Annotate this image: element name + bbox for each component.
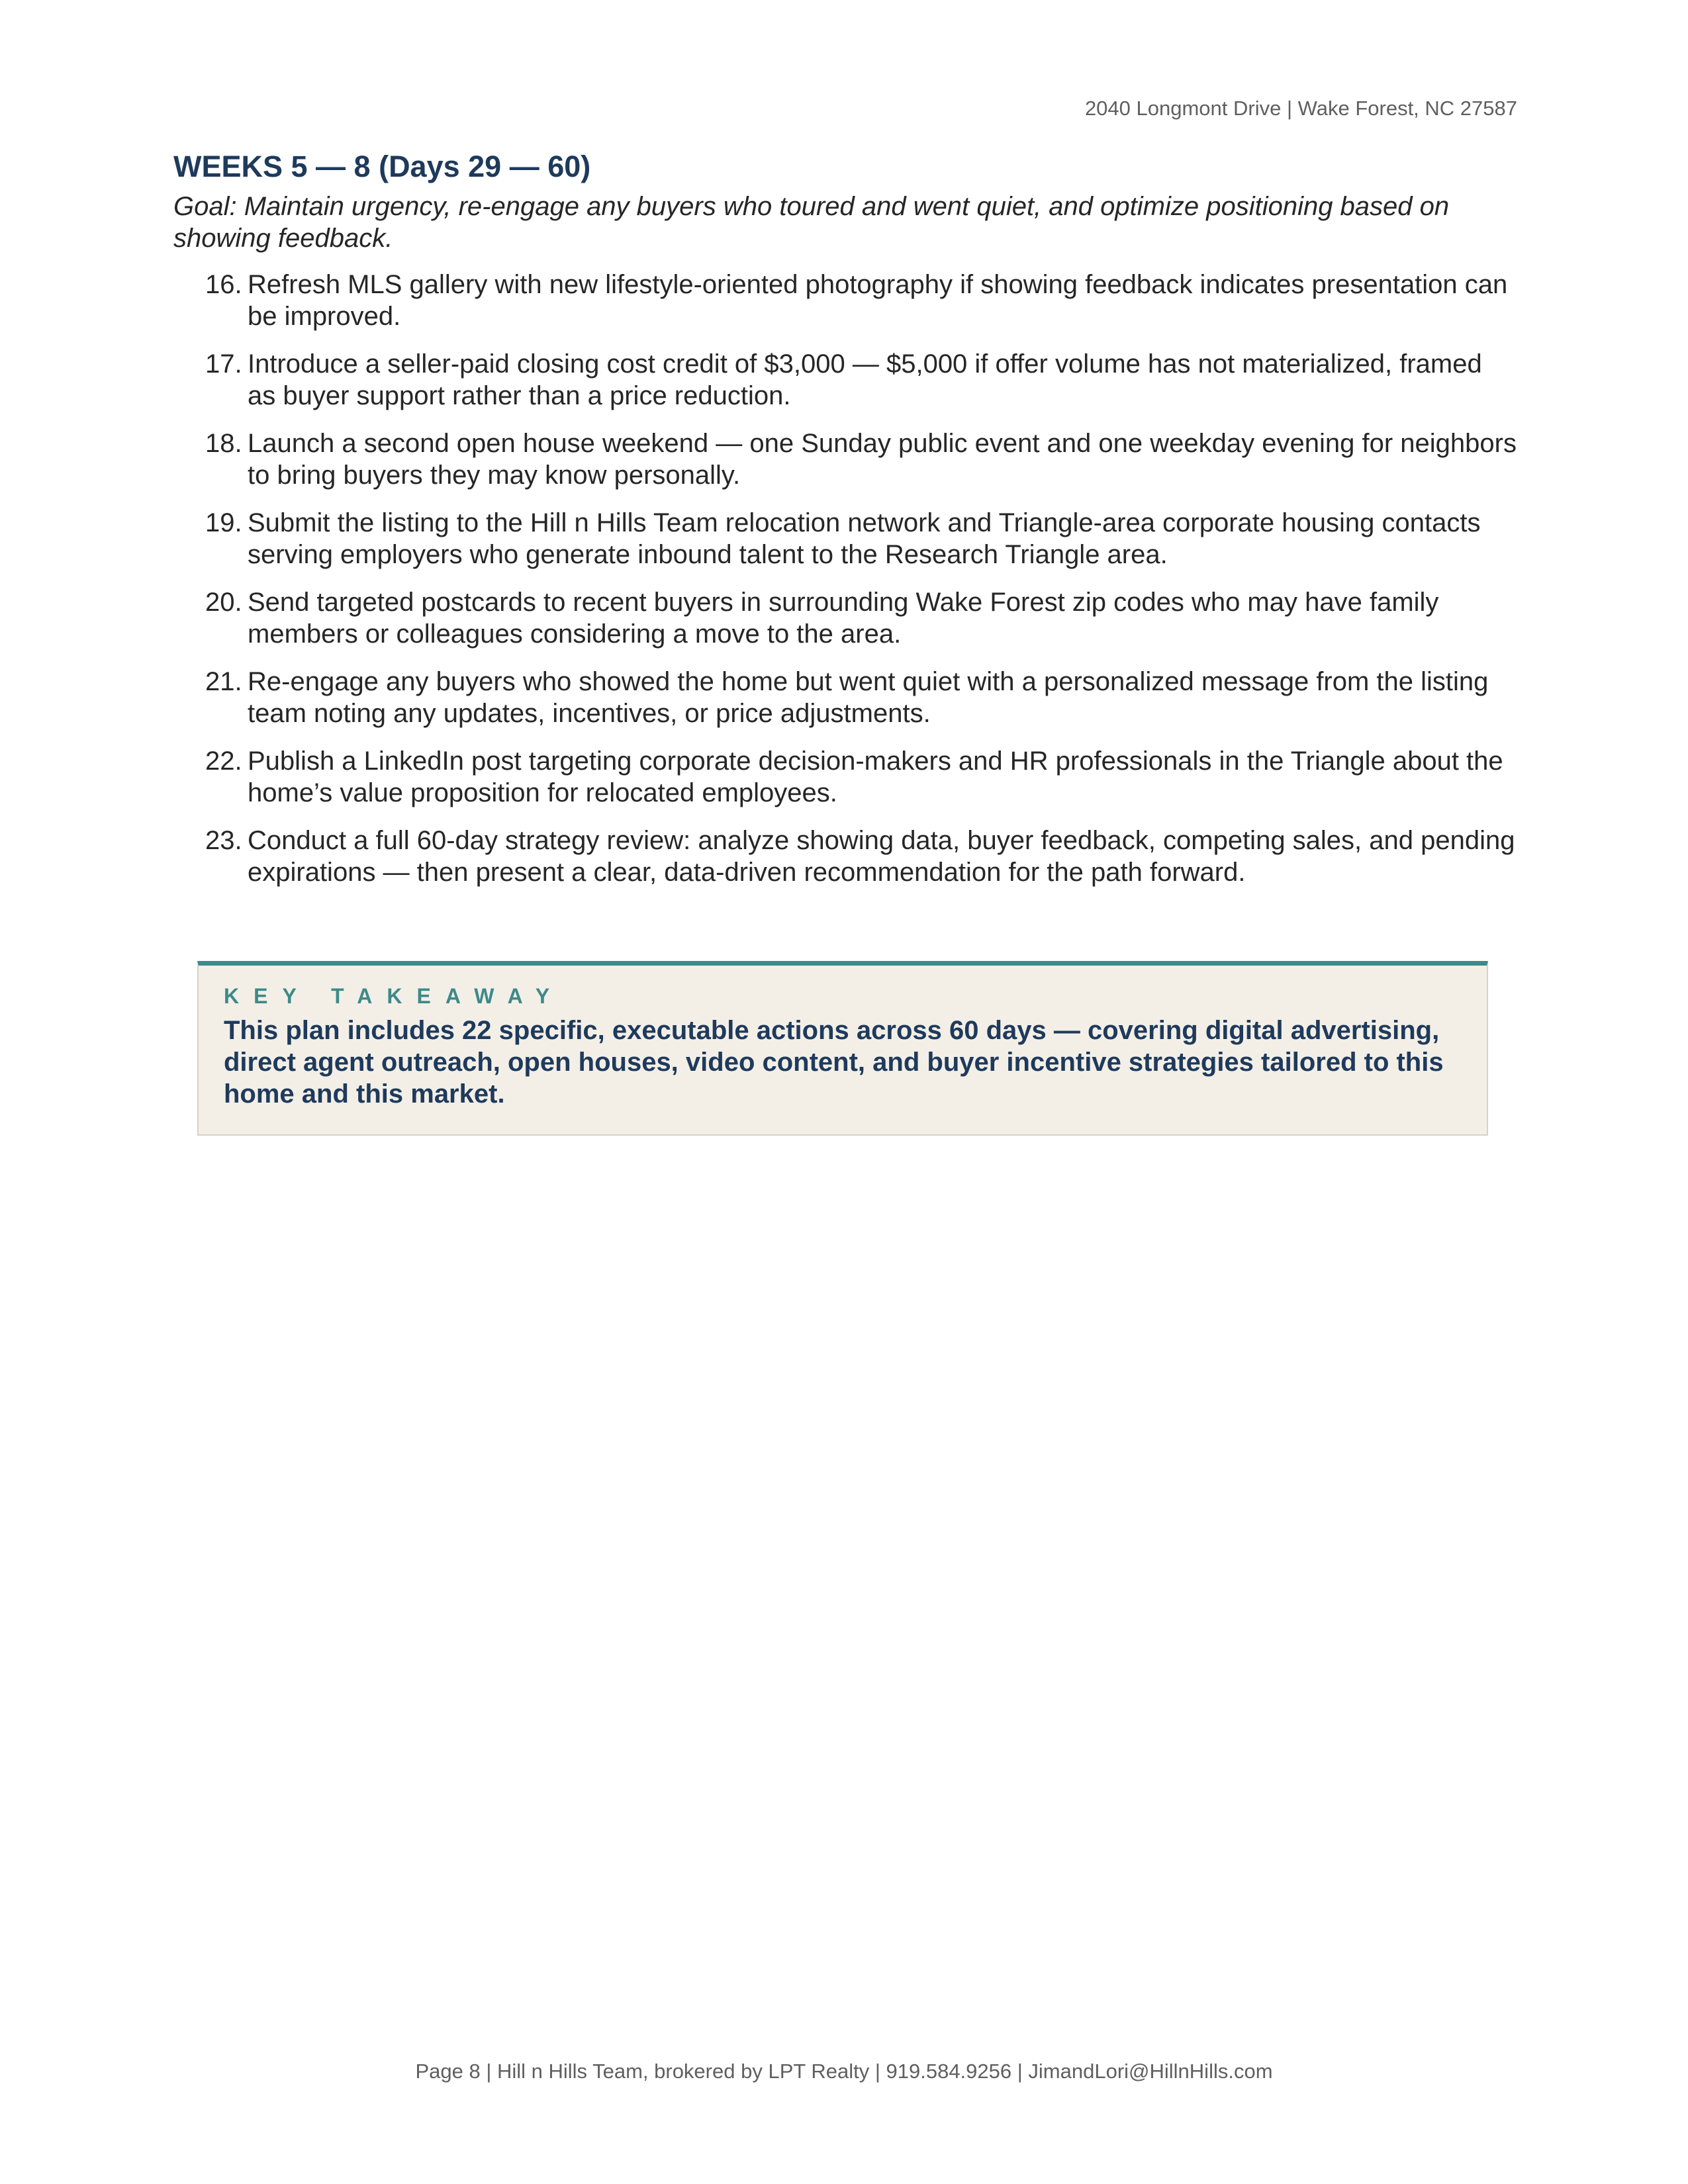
key-takeaway-label: KEY TAKEAWAY <box>224 984 565 1008</box>
list-item <box>173 586 1517 650</box>
key-takeaway-callout <box>197 961 1488 1136</box>
list-item-text: Send targeted postcards to recent buyers in surrounding Wake Forest zip codes who may have family members or colleagues considering a move to the area. <box>248 588 1439 649</box>
list-item <box>173 825 1517 888</box>
list-item <box>173 666 1517 729</box>
page-footer: Page 8 | Hill n Hills Team, brokered by LPT Realty | 919.584.9256 | JimandLori@HillnHills.com <box>415 2060 1273 2083</box>
list-item-number: 19. <box>205 508 242 537</box>
list-item-number: 21. <box>205 667 242 696</box>
list-item-number: 20. <box>205 588 242 617</box>
list-item-number: 17. <box>205 349 242 379</box>
list-item-text: Submit the listing to the Hill n Hills Team relocation network and Triangle-area corporate housing contacts serving employers who generate inbound talent to the Research Triangle area. <box>248 508 1481 569</box>
list-item-text: Conduct a full 60-day strategy review: analyze showing data, buyer feedback, competing sales, and pending expirations — then present a clear, data-driven recommendation for the path forward. <box>248 826 1515 887</box>
list-item <box>173 507 1517 570</box>
list-item-text: Introduce a seller-paid closing cost credit of $3,000 — $5,000 if offer volume has not materialized, framed as buyer support rather than a price reduction. <box>248 349 1482 410</box>
list-item <box>173 269 1517 332</box>
list-item-number: 16. <box>205 270 242 299</box>
main-content <box>173 147 1517 904</box>
list-item-text: Re-engage any buyers who showed the home but went quiet with a personalized message from the listing team noting any updates, incentives, or price adjustments. <box>248 667 1489 728</box>
list-item <box>173 348 1517 412</box>
action-list <box>173 269 1517 888</box>
list-item-text: Launch a second open house weekend — one Sunday public event and one weekday evening for neighbors to bring buyers they may know personally. <box>248 429 1517 490</box>
header-address: 2040 Longmont Drive | Wake Forest, NC 27587 <box>1084 97 1517 120</box>
list-item-text: Refresh MLS gallery with new lifestyle-oriented photography if showing feedback indicates presentation can be improved. <box>248 270 1508 331</box>
list-item-number: 22. <box>205 747 242 776</box>
section-title: WEEKS 5 — 8 (Days 29 — 60) <box>173 150 591 183</box>
section-goal: Goal: Maintain urgency, re-engage any buyers who toured and went quiet, and optimize positioning based on showing feedback. <box>173 192 1450 253</box>
list-item-number: 23. <box>205 826 242 855</box>
list-item-text: Publish a LinkedIn post targeting corporate decision-makers and HR professionals in the Triangle about the home’s value proposition for relocated employees. <box>248 747 1503 807</box>
key-takeaway-text: This plan includes 22 specific, executable actions across 60 days — covering digital advertising, direct agent outreach, open houses, video content, and buyer incentive strategies tailored to this home and this market. <box>224 1016 1444 1109</box>
list-item <box>173 428 1517 491</box>
list-item <box>173 745 1517 809</box>
list-item-number: 18. <box>205 429 242 458</box>
